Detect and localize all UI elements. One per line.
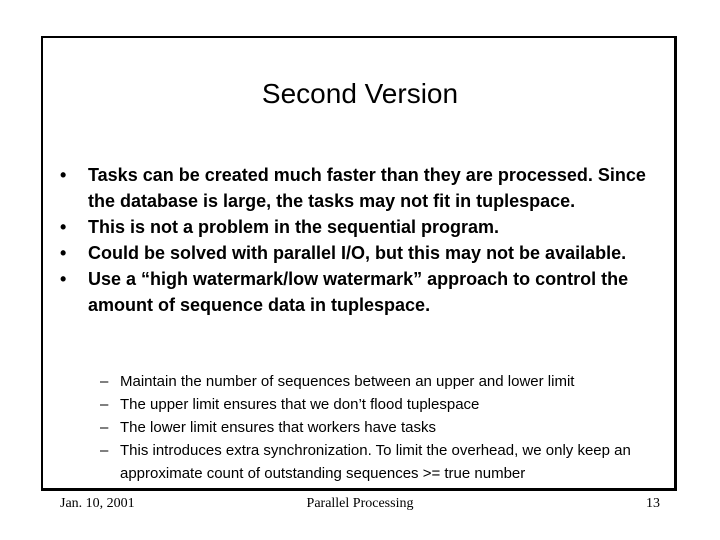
bullet-dot: • <box>60 243 67 263</box>
dash-marker: – <box>100 419 109 436</box>
bullet-item <box>58 240 668 266</box>
slide-title: Second Version <box>261 78 459 109</box>
subbullet-item <box>100 416 670 439</box>
bullet-text: This is not a problem in the sequential program. <box>88 217 500 237</box>
subbullet-item <box>100 439 670 485</box>
dash-marker: – <box>100 373 109 390</box>
subbullet-text: The lower limit ensures that workers have tasks <box>120 419 436 436</box>
bullet-item <box>58 214 668 240</box>
subbullet-text: The upper limit ensures that we don’t flood tuplespace <box>120 396 480 413</box>
dash-marker: – <box>100 396 109 413</box>
bullet-dot: • <box>60 165 67 185</box>
footer-date: Jan. 10, 2001 <box>60 496 135 511</box>
footer-center-text: Parallel Processing <box>306 496 414 511</box>
bullet-list <box>58 162 668 318</box>
bullet-text: Tasks can be created much faster than they are processed. Since the database is large, the tasks may not fit in tuplespace. <box>88 165 646 211</box>
bullet-text: Could be solved with parallel I/O, but this may not be available. <box>88 243 627 263</box>
subbullet-item <box>100 393 670 416</box>
bullet-dot: • <box>60 269 67 289</box>
subbullet-text: Maintain the number of sequences between an upper and lower limit <box>120 373 575 390</box>
bullet-item <box>58 266 668 318</box>
bullet-item <box>58 162 668 214</box>
bullet-text: Use a “high watermark/low watermark” approach to control the amount of sequence data in tuplespace. <box>88 269 629 315</box>
bullet-dot: • <box>60 217 67 237</box>
dash-marker: – <box>100 442 109 459</box>
footer-page-number: 13 <box>646 496 660 511</box>
subbullet-item <box>100 370 670 393</box>
subbullet-list <box>100 370 670 485</box>
subbullet-text: This introduces extra synchronization. To limit the overhead, we only keep an approximate count of outstanding sequences >= true number <box>120 442 631 482</box>
